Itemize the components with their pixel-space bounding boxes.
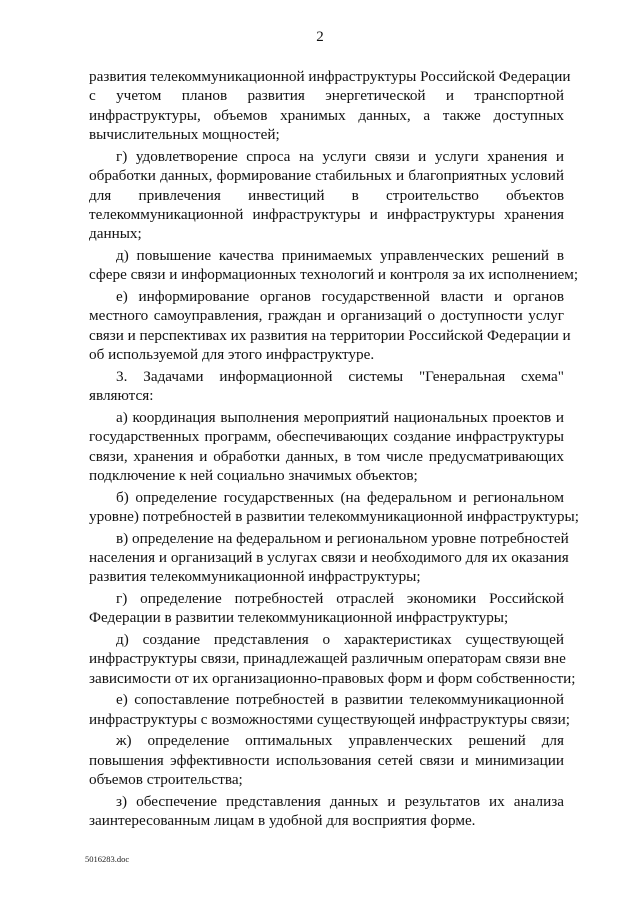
text-line: сфере связи и информационных технологий и контроля за их исполнением; [89, 266, 579, 284]
paragraph [89, 488, 579, 527]
text-line: вычислительных мощностей; [89, 126, 280, 144]
text-line: подключение к ней социально значимых объектов; [89, 467, 418, 485]
text-line: развития телекоммуникационной инфраструктуры Российской Федерации [89, 68, 571, 85]
text-line: д) создание представления о характеристиках существующей [116, 631, 564, 649]
text-line: с учетом планов развития энергетической и транспортной [89, 87, 564, 105]
text-line: з) обеспечение представления данных и результатов их анализа [116, 792, 564, 810]
paragraph [89, 246, 579, 285]
text-line: инфраструктуры с возможностями существующей инфраструктуры связи; [89, 710, 570, 728]
paragraph [89, 690, 570, 729]
paragraph [89, 589, 564, 628]
text-line: связи и перспективах их развития на территории Российской Федерации и [89, 326, 571, 344]
text-line: развития телекоммуникационной инфраструктуры; [89, 568, 421, 586]
text-line: ж) определение оптимальных управленческих решений для [116, 732, 564, 750]
paragraph [89, 731, 564, 789]
text-line: телекоммуникационной инфраструктуры и инфраструктуры хранения [89, 206, 564, 224]
paragraph [89, 529, 569, 587]
paragraph [89, 147, 564, 244]
text-line: объемов строительства; [89, 771, 243, 789]
text-line: инфраструктуры связи, принадлежащей различным операторам связи вне [89, 650, 566, 668]
text-line: повышения эффективности использования сетей связи и минимизации [89, 751, 564, 769]
text-line: е) сопоставление потребностей в развитии телекоммуникационной [116, 691, 564, 709]
text-line: б) определение государственных (на федеральном и региональном [116, 488, 564, 506]
paragraph [89, 408, 564, 486]
text-line: г) удовлетворение спроса на услуги связи и услуги хранения и [116, 147, 564, 165]
paragraph [89, 792, 564, 831]
text-line: е) информирование органов государственной власти и органов [116, 288, 564, 306]
text-line: государственных программ, обеспечивающих создание инфраструктуры [89, 428, 564, 446]
text-line: обработки данных, формирование стабильных и благоприятных условий [89, 167, 564, 185]
text-line: об используемой для этого инфраструктуре. [89, 346, 375, 364]
paragraph [89, 367, 564, 406]
text-line: являются: [89, 387, 154, 405]
text-line: уровне) потребностей в развитии телекоммуникационной инфраструктуры; [89, 508, 579, 526]
page-number: 2 [316, 29, 324, 45]
text-line: в) определение на федеральном и региональном уровне потребностей [116, 529, 569, 547]
text-line: местного самоуправления, граждан и организаций о доступности услуг [89, 307, 564, 325]
text-line: г) определение потребностей отраслей экономики Российской [116, 590, 564, 608]
paragraph [89, 67, 571, 145]
text-line: для привлечения инвестиций в строительство объектов [89, 186, 564, 204]
text-line: данных; [89, 225, 142, 243]
document-body [89, 67, 579, 833]
text-line: инфраструктуры, объемов хранимых данных, а также доступных [89, 106, 564, 124]
text-line: заинтересованным лицам в удобной для восприятия форме. [89, 812, 476, 830]
text-line: зависимости от их организационно-правовых форм и форм собственности; [89, 669, 576, 687]
text-line: Федерации в развитии телекоммуникационной инфраструктуры; [89, 609, 509, 627]
text-line: а) координация выполнения мероприятий национальных проектов и [116, 408, 564, 426]
text-line: связи, хранения и обработки данных, в том числе предусматривающих [89, 447, 564, 465]
text-line: 3. Задачами информационной системы "Генеральная схема" [116, 367, 564, 385]
text-line: населения и организаций в услугах связи и необходимого для их оказания [89, 549, 569, 567]
paragraph [89, 287, 571, 365]
text-line: д) повышение качества принимаемых управленческих решений в [116, 247, 564, 265]
footer-filename: 5016283.doc [85, 854, 130, 864]
paragraph [89, 630, 576, 688]
